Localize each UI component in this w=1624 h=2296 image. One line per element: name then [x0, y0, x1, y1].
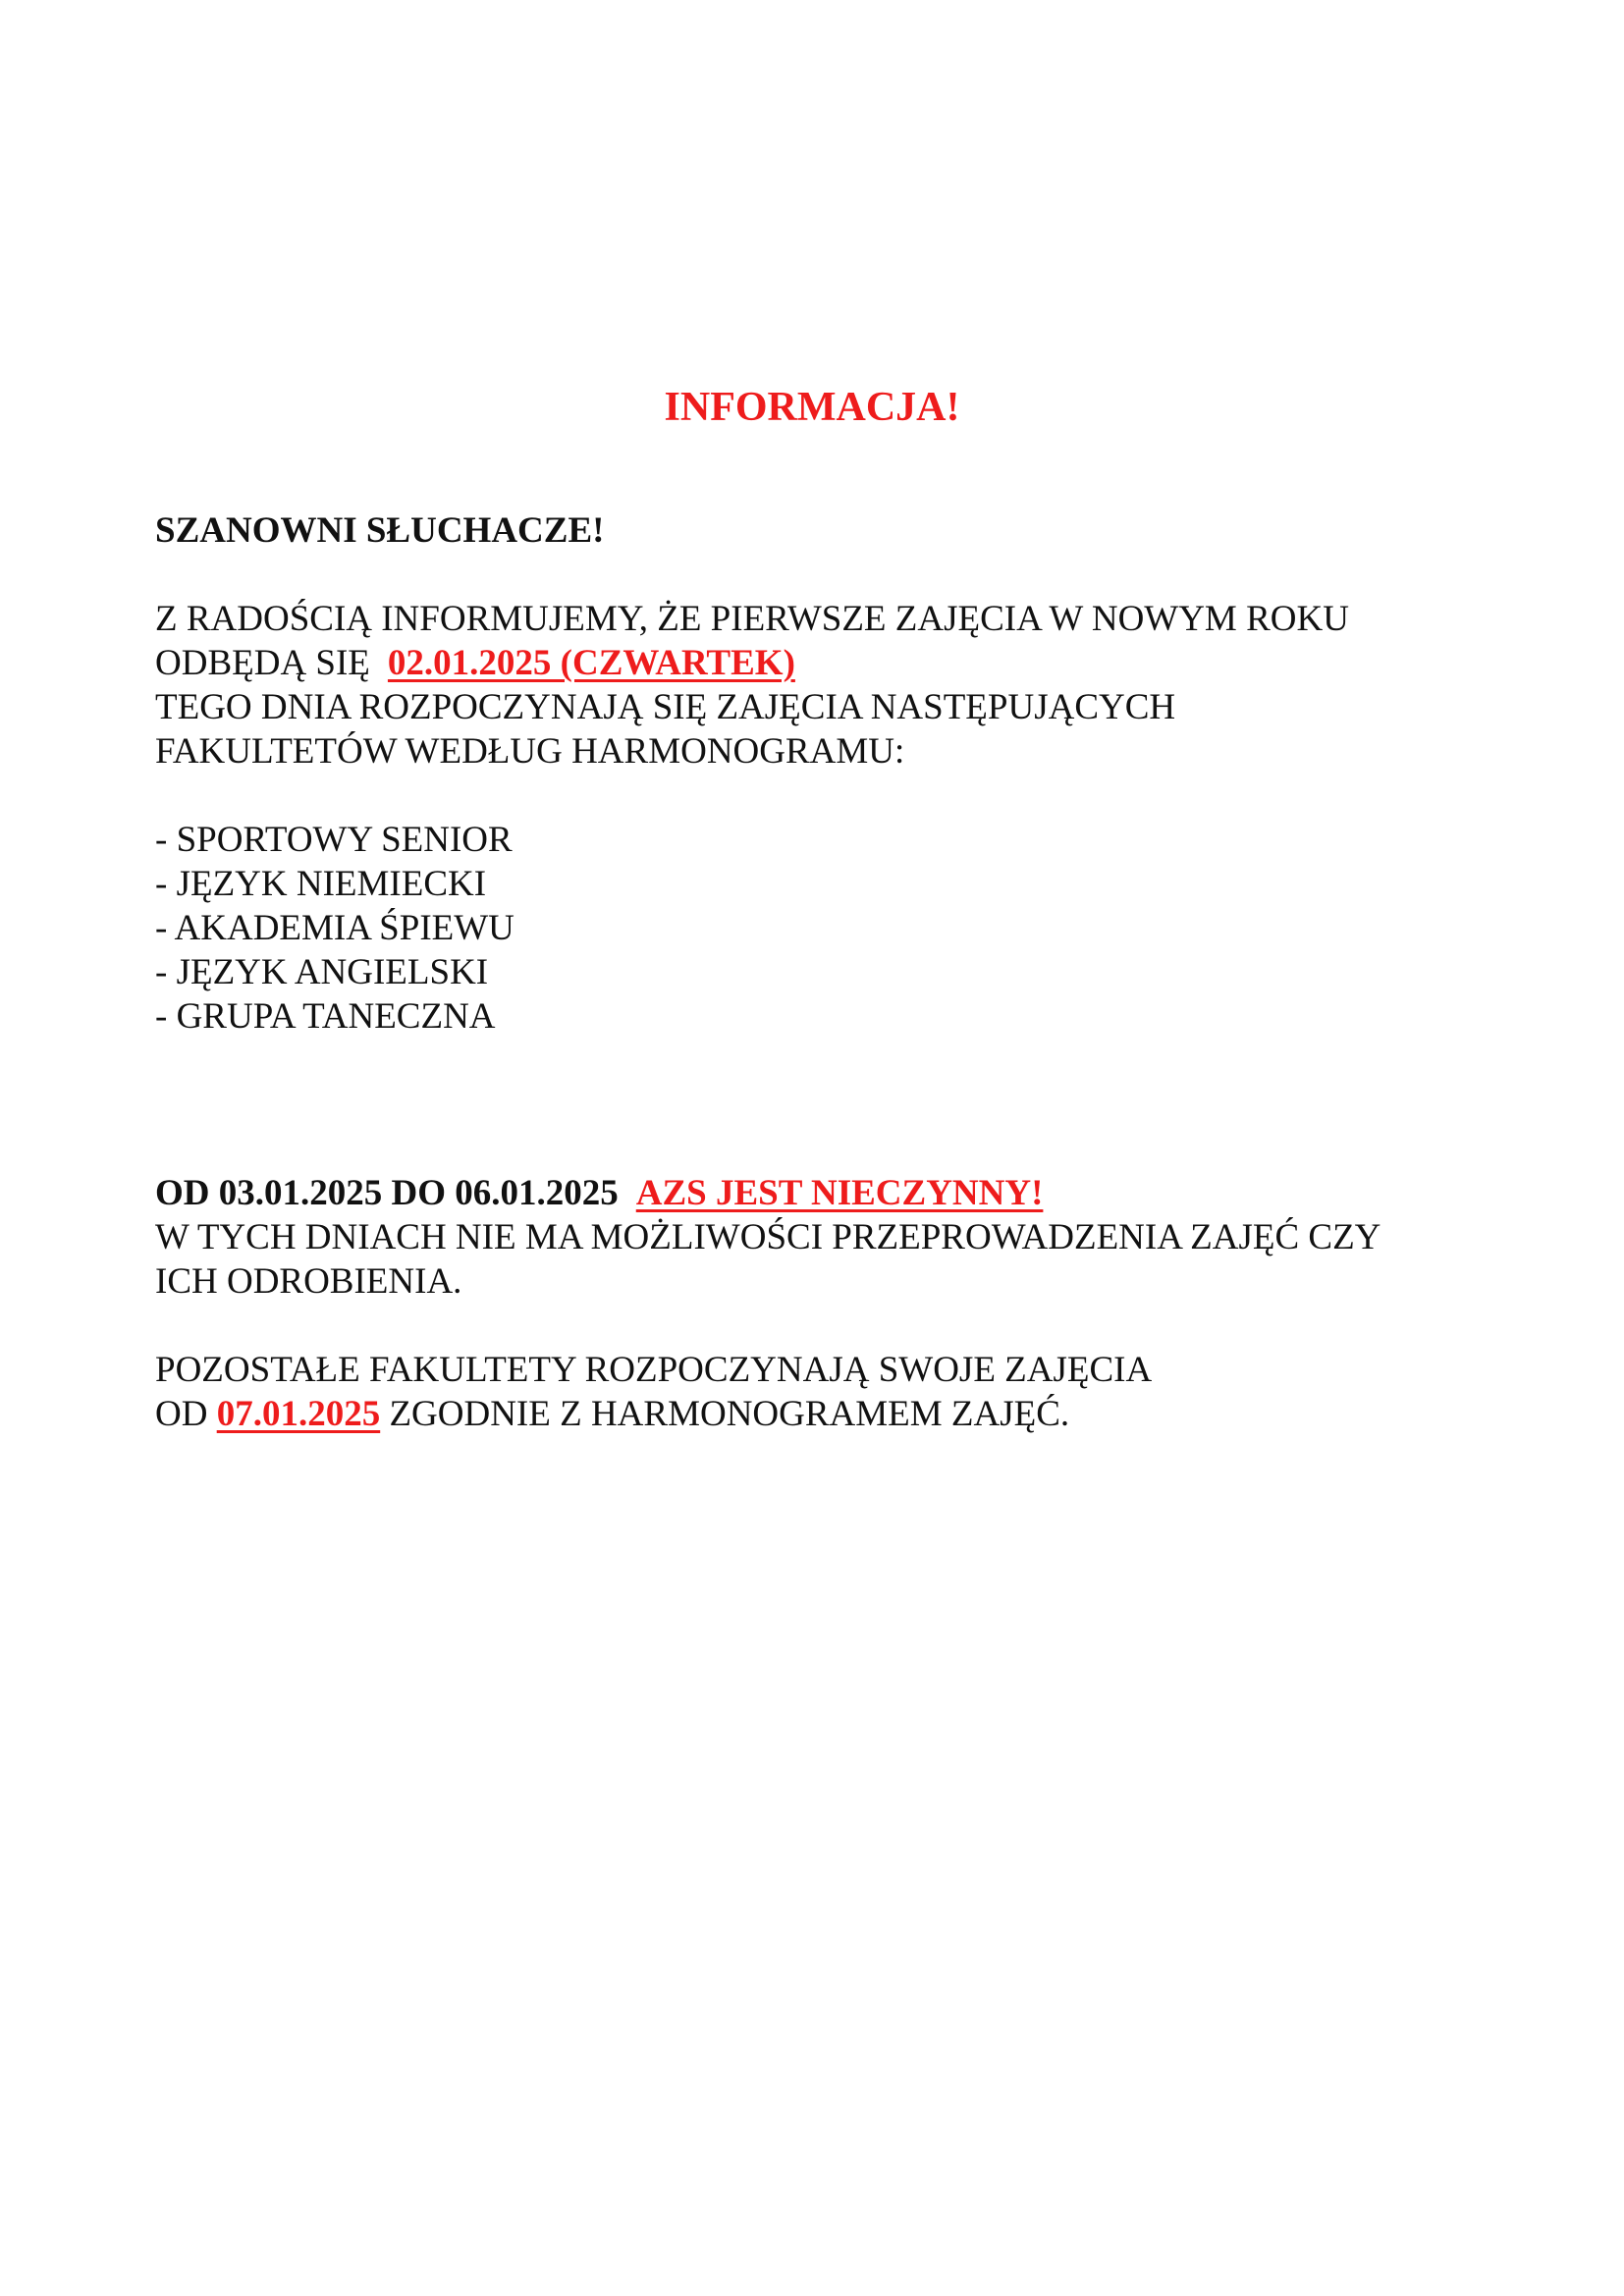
- closure-line-3: ICH ODROBIENIA.: [155, 1261, 462, 1302]
- closure-line-1: [155, 1171, 1043, 1215]
- intro-line-2: [155, 641, 795, 685]
- closure-alert: AZS JEST NIECZYNNY!: [635, 1173, 1044, 1213]
- remaining-line-2: [155, 1392, 1069, 1436]
- faculty-list-item: - GRUPA TANECZNA: [155, 996, 496, 1037]
- remaining-line-1: POZOSTAŁE FAKULTETY ROZPOCZYNAJĄ SWOJE ZAJĘCIA: [155, 1350, 1153, 1390]
- intro-line-1: Z RADOŚCIĄ INFORMUJEMY, ŻE PIERWSZE ZAJĘCIA W NOWYM ROKU: [155, 599, 1349, 639]
- greeting: SZANOWNI SŁUCHACZE!: [155, 510, 605, 551]
- intro-line-3: TEGO DNIA ROZPOCZYNAJĄ SIĘ ZAJĘCIA NASTĘPUJĄCYCH: [155, 687, 1176, 727]
- faculty-list-item: - JĘZYK ANGIELSKI: [155, 952, 489, 992]
- faculty-list-item: - JĘZYK NIEMIECKI: [155, 864, 487, 904]
- remaining-line-2-suffix: ZGODNIE Z HARMONOGRAMEM ZAJĘĆ.: [389, 1394, 1070, 1434]
- intro-line-2-prefix: ODBĘDĄ SIĘ: [155, 643, 370, 683]
- closure-line-2: W TYCH DNIACH NIE MA MOŻLIWOŚCI PRZEPROWADZENIA ZAJĘĆ CZY: [155, 1217, 1381, 1257]
- intro-line-4: FAKULTETÓW WEDŁUG HARMONOGRAMU:: [155, 731, 905, 772]
- faculty-list-item: - SPORTOWY SENIOR: [155, 820, 513, 860]
- remaining-line-2-prefix: OD: [155, 1394, 208, 1434]
- closure-dates: OD 03.01.2025 DO 06.01.2025: [155, 1173, 619, 1213]
- faculty-list-item: - AKADEMIA ŚPIEWU: [155, 908, 514, 948]
- first-classes-date: 02.01.2025 (CZWARTEK): [387, 643, 795, 683]
- remaining-start-date: 07.01.2025: [216, 1394, 381, 1434]
- page-title: INFORMACJA!: [664, 385, 960, 430]
